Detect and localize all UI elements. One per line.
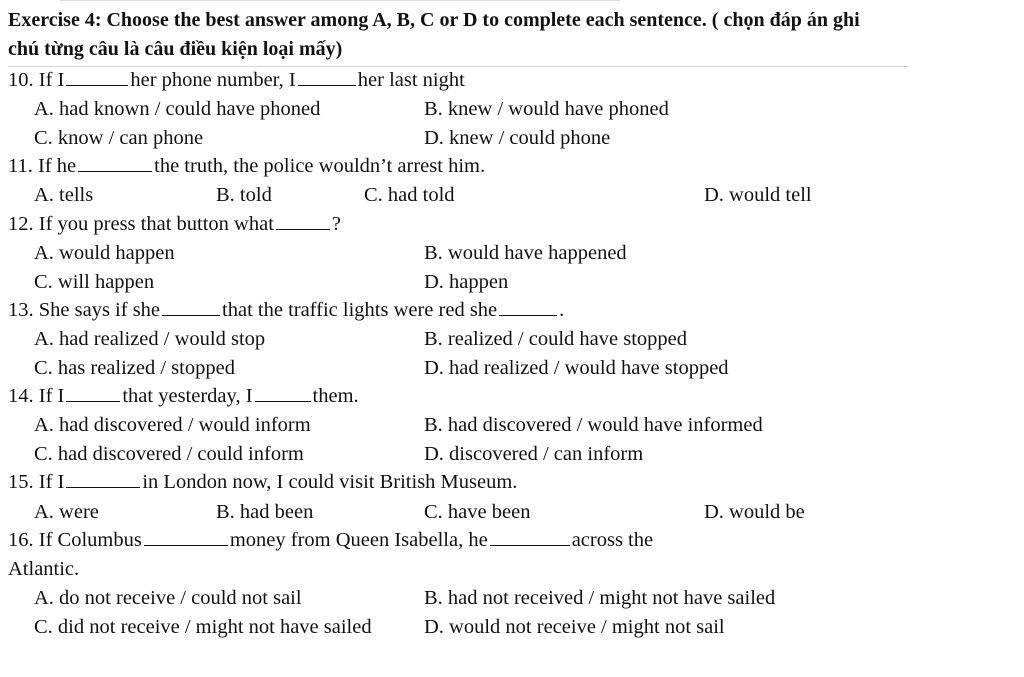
question-14-stem: 14. If I that yesterday, I them. [8,385,359,407]
question-11-stem: 11. If he the truth, the police wouldn’t arrest him. [8,155,486,177]
question-13-option-a[interactable]: A. had realized / would stop [34,328,266,350]
question-14-option-a[interactable]: A. had discovered / would inform [34,414,311,436]
question-16-stem-continued: Atlantic. [8,558,80,580]
question-16-option-d[interactable]: D. would not receive / might not sail [424,616,725,638]
answer-blank [499,297,557,316]
answer-blank [490,527,570,546]
question-15-option-a[interactable]: A. were [34,501,99,523]
question-10-option-b[interactable]: B. knew / would have phoned [424,98,669,120]
answer-blank [144,527,228,546]
question-11-option-c[interactable]: C. had told [364,184,455,206]
question-12-option-d[interactable]: D. happen [424,271,509,293]
question-16-option-c[interactable]: C. did not receive / might not have sailed [34,616,372,638]
answer-blank [66,469,140,488]
question-16-option-a[interactable]: A. do not receive / could not sail [34,587,302,609]
question-11-option-b[interactable]: B. told [216,184,272,206]
top-decorative-line [60,0,620,4]
question-10-option-c[interactable]: C. know / can phone [34,127,204,149]
question-14-option-b[interactable]: B. had discovered / would have informed [424,414,763,436]
question-10-stem: 10. If I her phone number, I her last night [8,69,465,91]
question-15-stem: 15. If I in London now, I could visit British Museum. [8,471,518,493]
question-12-option-b[interactable]: B. would have happened [424,242,627,264]
question-11-option-d[interactable]: D. would tell [704,184,812,206]
question-16-stem: 16. If Columbus money from Queen Isabella, he across the [8,529,654,551]
question-15-option-d[interactable]: D. would be [704,501,805,523]
answer-blank [298,67,356,86]
question-14-option-c[interactable]: C. had discovered / could inform [34,443,304,465]
question-14-option-d[interactable]: D. discovered / can inform [424,443,644,465]
question-12-option-c[interactable]: C. will happen [34,271,155,293]
heading-line-1: Exercise 4: Choose the best answer among A, B, C or D to complete each sentence. ( chọn đáp án ghi [8,9,860,31]
question-13-stem: 13. She says if she that the traffic lights were red she . [8,299,565,321]
answer-blank [276,211,330,230]
question-13-option-d[interactable]: D. had realized / would have stopped [424,357,729,379]
question-13-option-b[interactable]: B. realized / could have stopped [424,328,687,350]
answer-blank [255,383,311,402]
question-16-option-b[interactable]: B. had not received / might not have sailed [424,587,776,609]
question-10-option-d[interactable]: D. knew / could phone [424,127,611,149]
answer-blank [78,153,152,172]
answer-blank [66,383,120,402]
exercise-heading [8,6,1008,64]
question-12-stem: 12. If you press that button what ? [8,213,341,235]
question-11-option-a[interactable]: A. tells [34,184,94,206]
question-13-option-c[interactable]: C. has realized / stopped [34,357,235,379]
question-15-option-b[interactable]: B. had been [216,501,314,523]
question-15-option-c[interactable]: C. have been [424,501,531,523]
question-12-option-a[interactable]: A. would happen [34,242,175,264]
heading-line-2: chú từng câu là câu điều kiện loại mấy) [8,38,343,60]
question-10-option-a[interactable]: A. had known / could have phoned [34,98,321,120]
answer-blank [162,297,220,316]
answer-blank [66,67,128,86]
